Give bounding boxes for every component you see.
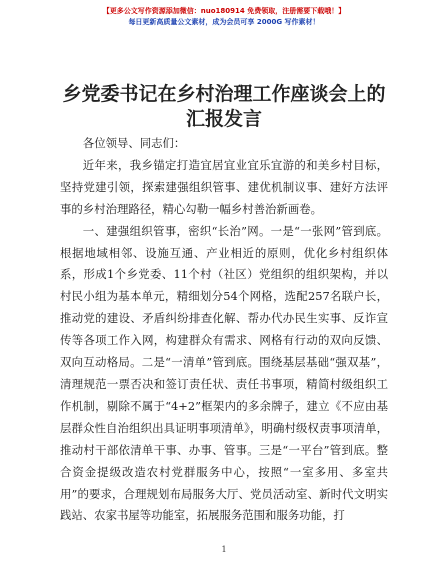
document-body <box>60 133 388 527</box>
paragraph-intro: 近年来，我乡锚定打造宜居宜业宜乐宜游的和美乡村目标，坚持党建引领，探索建强组织管事、建优机制议事、建好方法评事的乡村治理路径，精心勾勒一幅乡村善治新画卷。 <box>60 157 388 216</box>
page-number: 1 <box>221 545 227 554</box>
document-title: 乡党委书记在乡村治理工作座谈会上的汇报发言 <box>62 83 386 130</box>
salutation: 各位领导、同志们： <box>82 136 186 150</box>
paragraph-section-1: 一、建强组织管事，密织“长治”网。一是“一张网”管到底。根据地域相邻、设施互通、产业相近的原则，优化乡村组织体系，形成1个乡党委、11个村（社区）党组织的组织架构，并以村民小组为基本单元，精细划分54个网格，选配257名联户长，推动党的建设、矛盾纠纷排查化解、帮办代办民生实事、反诈宣传等各项工作入网，构建群众有需求、网格有行动的双向反馈、双向互动格局。二是“一清单”管到底。围绕基层基础“强双基”，清理规范一票否决和签订责任状、责任书事项，精简村级组织工作机制，剔除不属于“4+2”框架内的多余牌子，建立《不应由基层群众性自治组织出具证明事项清单》，明确村级权责事项清单，推动村干部依清单干事、办事、管事。三是“一平台”管到底。整合资金提级改造农村党群服务中心，按照“一室多用、多室共用”的要求，合理规划布局服务大厅、党员活动室、新时代文明实践站、农家书屋等功能室，拓展服务范围和服务功能，打 <box>60 223 388 523</box>
promo-line-2: 每日更新高质量公文素材，成为会员可享 2000G 写作素材！ <box>128 18 320 26</box>
promo-line-1: 【更多公文写作资源添加微信：nuo180914 免费领取，注册需要下载哦！】 <box>102 7 346 15</box>
promo-banner <box>0 6 448 28</box>
